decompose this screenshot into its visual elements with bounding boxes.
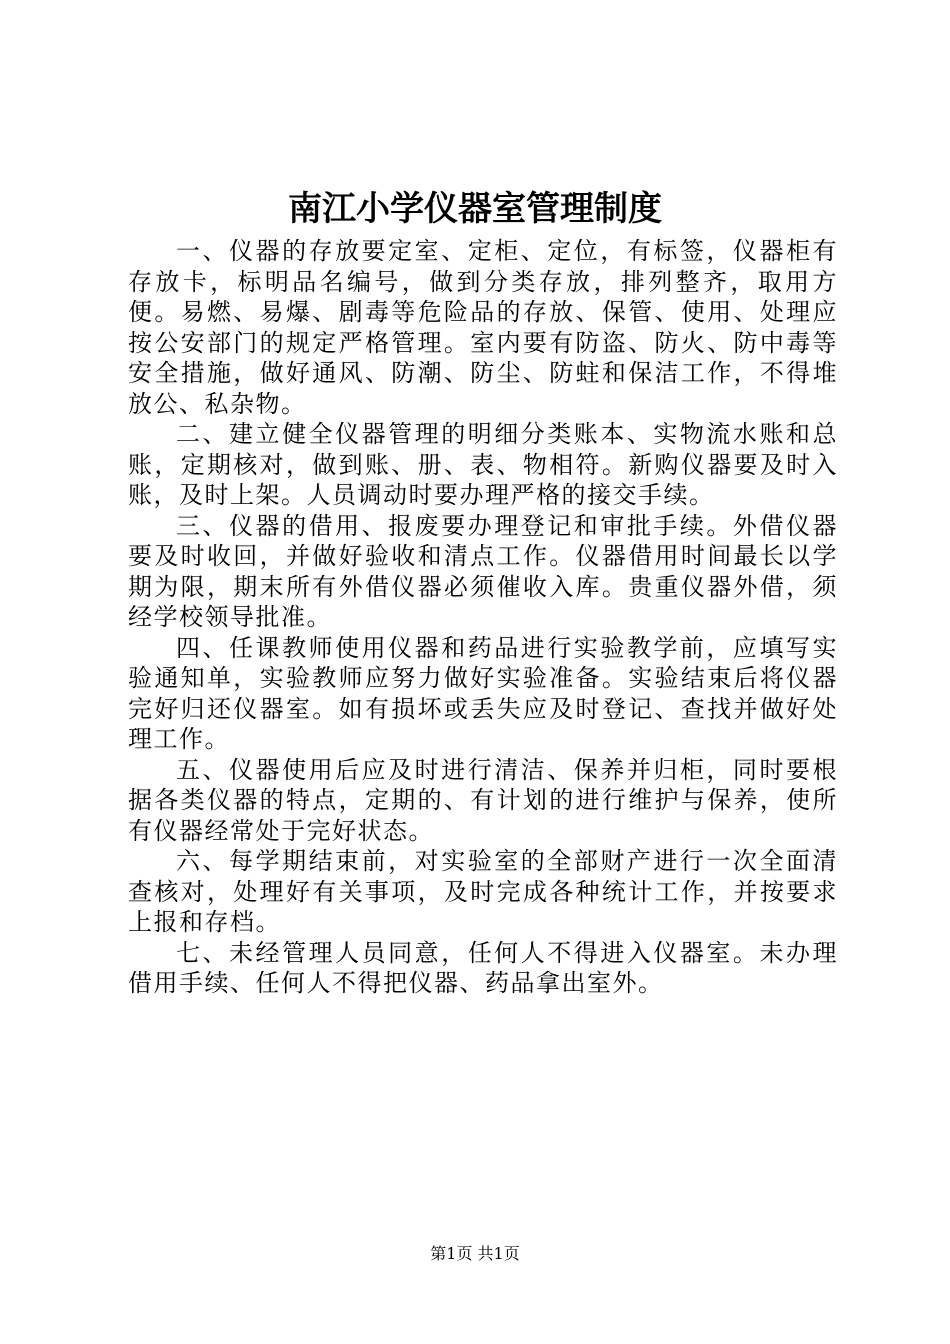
- page-number-footer: 第1页 共1页: [430, 1244, 520, 1263]
- paragraph-2: 二、建立健全仪器管理的明细分类账本、实物流水账和总账，定期核对，做到账、册、表、物相符。新购仪器要及时入账，及时上架。人员调动时要办理严格的接交手续。: [128, 420, 838, 509]
- document-title: 南江小学仪器室管理制度: [288, 189, 662, 229]
- paragraph-3: 三、仪器的借用、报废要办理登记和审批手续。外借仪器要及时收回，并做好验收和清点工作。仪器借用时间最长以学期为限，期末所有外借仪器必须催收入库。贵重仪器外借，须经学校领导批准。: [128, 511, 838, 631]
- document-body: [128, 236, 838, 999]
- paragraph-5: 五、仪器使用后应及时进行清洁、保养并归柜，同时要根据各类仪器的特点，定期的、有计划的进行维护与保养，使所有仪器经常处于完好状态。: [128, 755, 838, 845]
- paragraph-4: 四、任课教师使用仪器和药品进行实验教学前，应填写实验通知单，实验教师应努力做好实验准备。实验结束后将仪器完好归还仪器室。如有损坏或丢失应及时登记、查找并做好处理工作。: [128, 633, 838, 753]
- paragraph-7: 七、未经管理人员同意，任何人不得进入仪器室。未办理借用手续、任何人不得把仪器、药品拿出室外。: [128, 938, 838, 997]
- paragraph-1: 一、仪器的存放要定室、定柜、定位，有标签，仪器柜有存放卡，标明品名编号，做到分类存放，排列整齐，取用方便。易燃、易爆、剧毒等危险品的存放、保管、使用、处理应按公安部门的规定严格管理。室内要有防盗、防火、防中毒等安全措施，做好通风、防潮、防尘、防蛀和保洁工作，不得堆放公、私杂物。: [128, 237, 838, 418]
- paragraph-6: 六、每学期结束前，对实验室的全部财产进行一次全面清查核对，处理好有关事项，及时完成各种统计工作，并按要求上报和存档。: [128, 847, 838, 936]
